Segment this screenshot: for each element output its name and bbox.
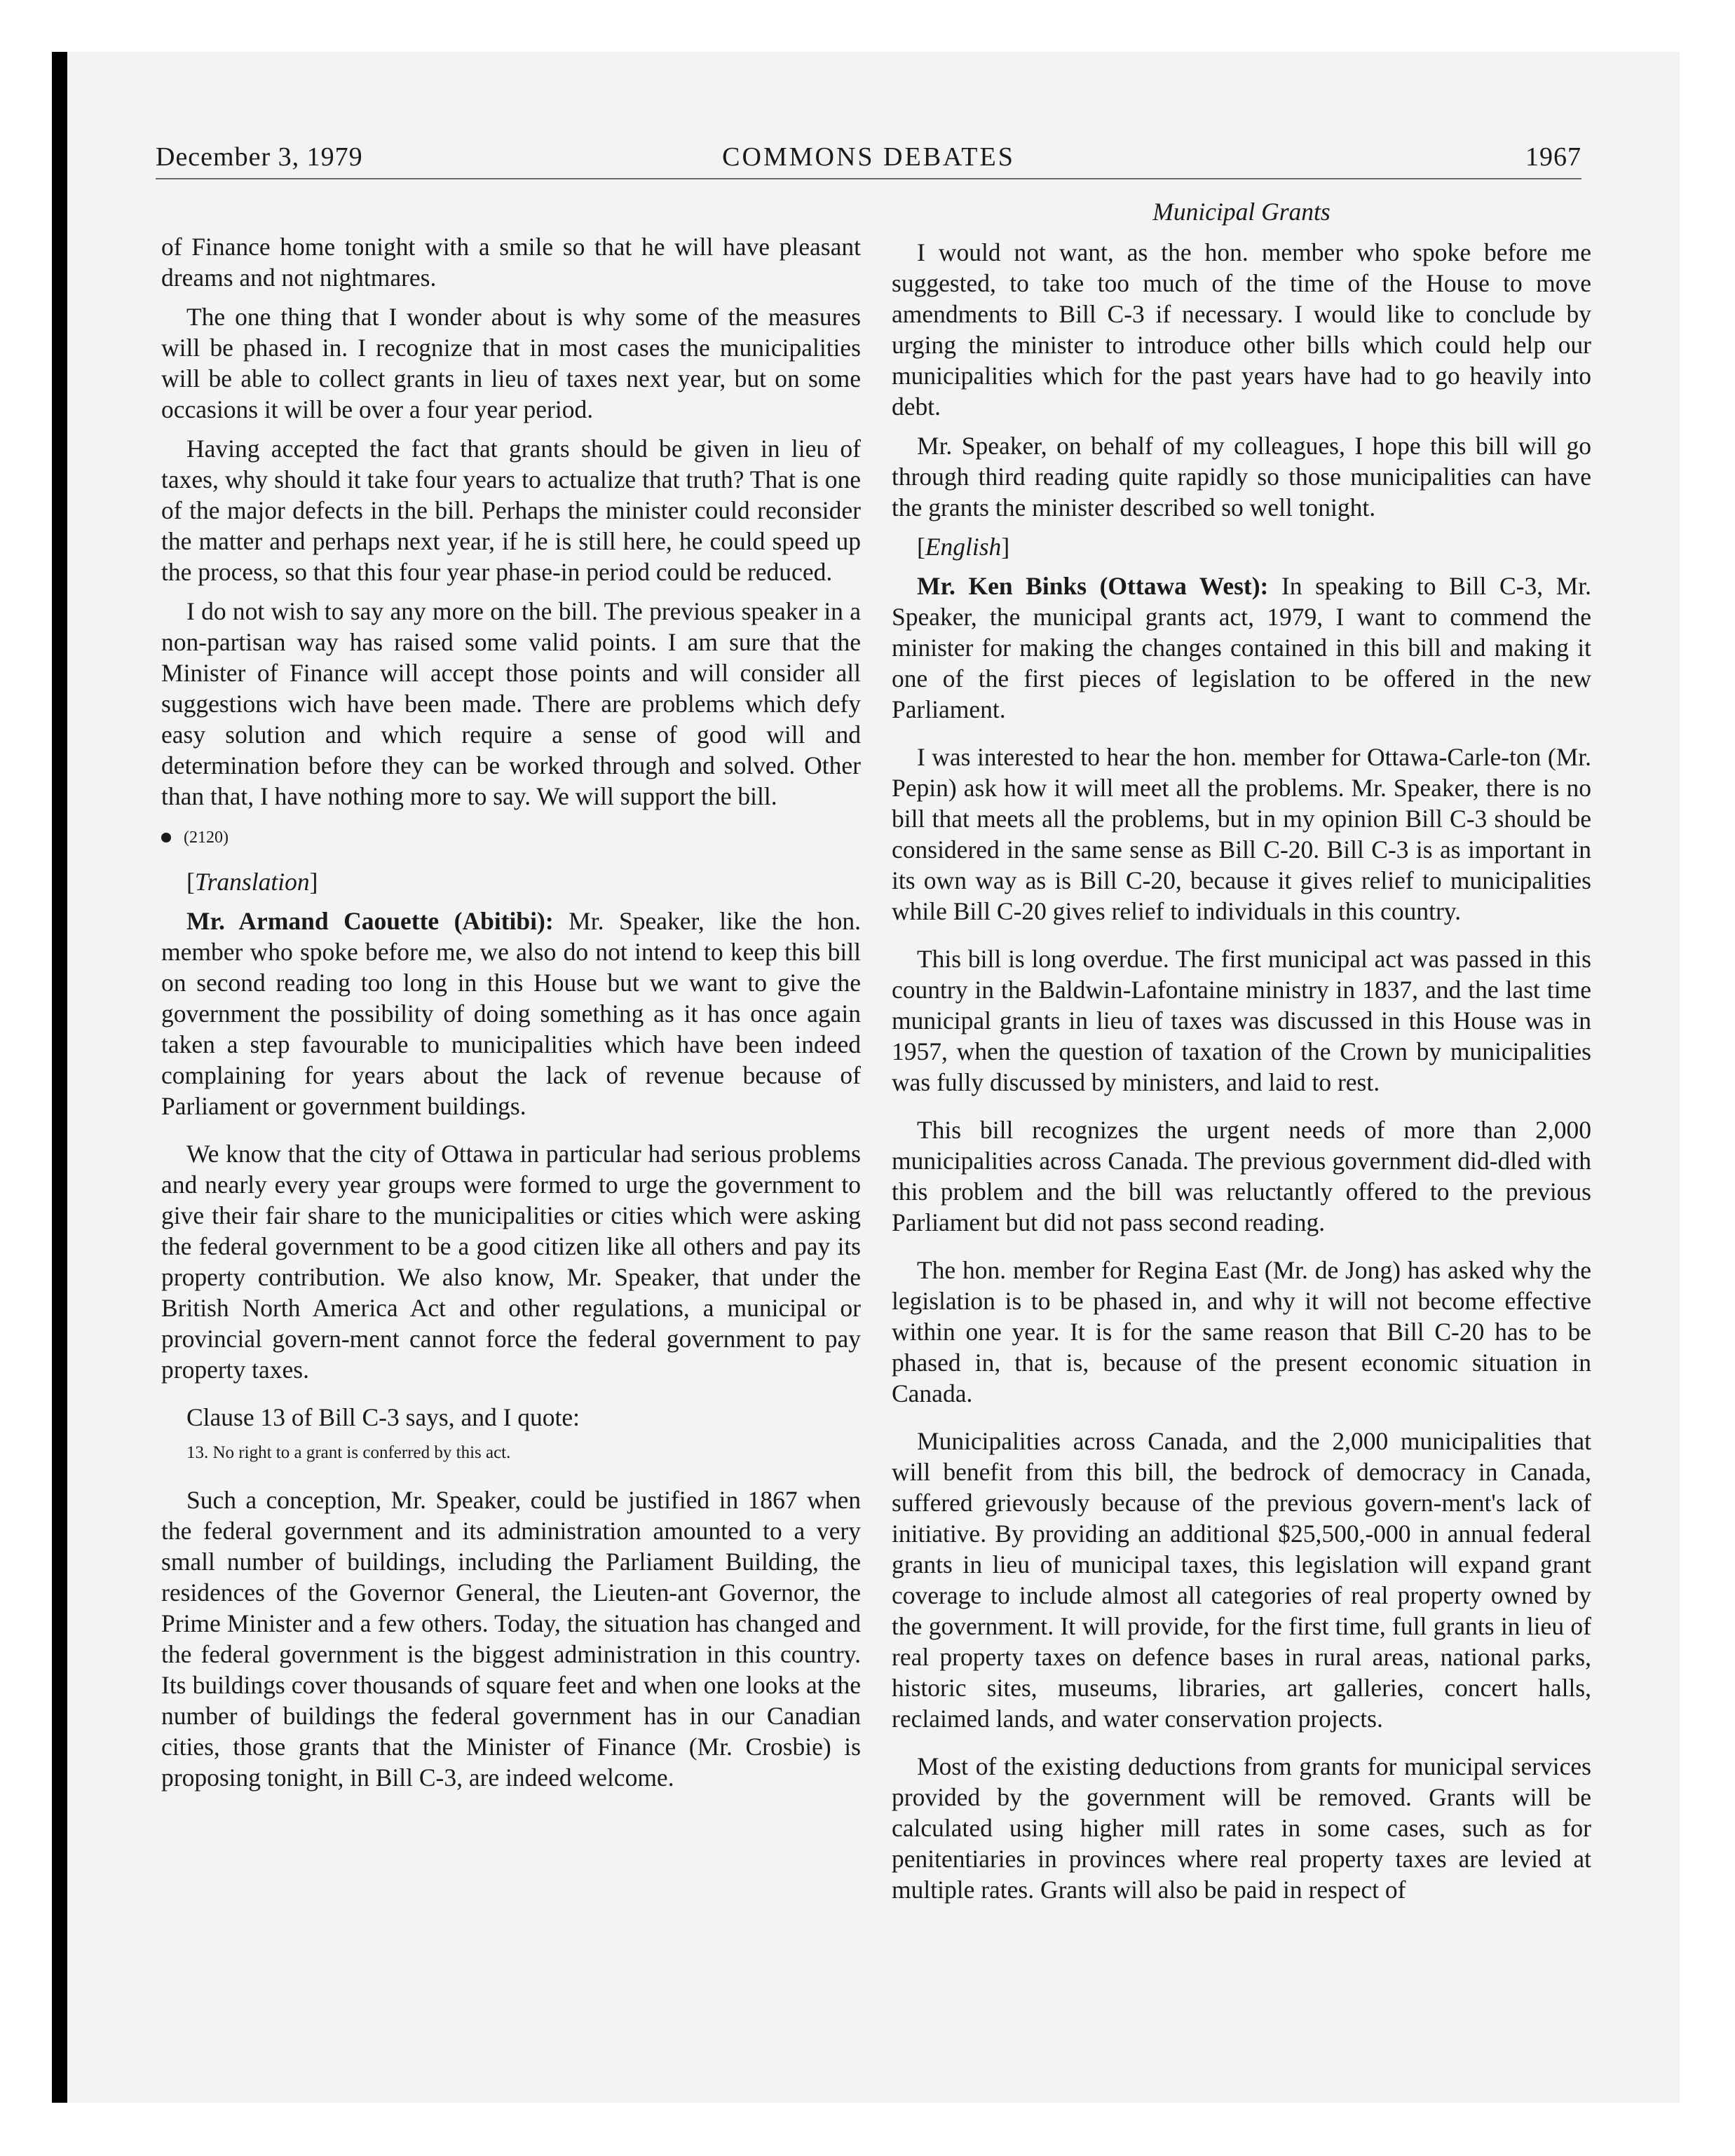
language-note-text: English (925, 533, 1002, 561)
time-marker-text: (2120) (184, 828, 229, 847)
speech-text: Mr. Speaker, like the hon. member who spoke before me, we also do not intend to keep this bill on second reading too long in this House but we want to give the government the possibility of doing something as it has once again taken a step favourable to municipalities which have been indeed complaining for years about the lack of revenue because of Parliament or government buildings. (161, 907, 861, 1120)
paragraph: This bill is long overdue. The first municipal act was passed in this country in the Baldwin-Lafontaine ministry in 1837, and the last time municipal grants in lieu of taxes was discussed in this House was in 1957, when the question of taxation of the Crown by municipalities was fully discussed by ministers, and laid to rest. (892, 945, 1591, 1096)
speech-text: In speaking to Bill C-3, Mr. Speaker, the municipal grants act, 1979, I want to commend the minister for making the changes contained in this bill and making it one of the first pieces of legislation to be offered in the new Parliament. (892, 572, 1591, 723)
speaker-name: Mr. Ken Binks (Ottawa West): (917, 572, 1269, 600)
paragraph: The hon. member for Regina East (Mr. de Jong) has asked why the legislation is to be phased in, and why it will not become effective within one year. It is for the same reason that Bill C-20 has to be phased in, that is, because of the present economic situation in Canada. (892, 1256, 1591, 1407)
paragraph: I was interested to hear the hon. member for Ottawa-Carle-ton (Mr. Pepin) ask how it will meet all the problems. Mr. Speaker, there is no bill that meets all the problems, but in my opinion Bill C-3 should be considered in the same sense as Bill C-20. Bill C-3 is as important in its own way as is Bill C-20, because it gives relief to municipalities while Bill C-20 gives relief to individuals in this country. (892, 743, 1591, 925)
scan-border (52, 52, 67, 2103)
paragraph: of Finance home tonight with a smile so that he will have pleasant dreams and not nightmares. (161, 233, 861, 292)
speaker-name: Mr. Armand Caouette (Abitibi): (186, 907, 554, 935)
language-note: [English] (917, 533, 1010, 561)
paragraph: Mr. Speaker, on behalf of my colleagues, I hope this bill will go through third reading quite rapidly so those municipalities can have the grants the minister described so well tonight. (892, 432, 1591, 521)
speech-paragraph (892, 571, 1591, 725)
time-marker (161, 827, 861, 848)
quoted-clause: 13. No right to a grant is conferred by this act. (186, 1443, 511, 1462)
paragraph: Most of the existing deductions from grants for municipal services provided by the government will be removed. Grants will be calculated using higher mill rates in some cases, such as for penitentiaries in provinces where real property taxes are levied at multiple rates. Grants will also be paid in respect of (892, 1752, 1591, 1904)
paragraph: This bill recognizes the urgent needs of more than 2,000 municipalities across Canada. The previous government did-dled with this problem and the bill was reluctantly offered to the previous Parliament but did not pass second reading. (892, 1116, 1591, 1236)
bullet-icon (161, 833, 171, 842)
paragraph: Such a conception, Mr. Speaker, could be justified in 1867 when the federal government and its administration amounted to a very small number of buildings, including the Parliament Building, the residences of the Governor General, the Lieuten-ant Governor, the Prime Minister and a few others. Today, the situation has changed and the federal government is the biggest administration in this country. Its buildings cover thousands of square feet and when one looks at the number of buildings the federal government has in our Canadian cities, those grants that the Minister of Finance (Mr. Crosbie) is proposing tonight, in Bill C-3, are indeed welcome. (161, 1486, 861, 1792)
paragraph: Clause 13 of Bill C-3 says, and I quote: (186, 1403, 580, 1431)
page-header (156, 137, 1581, 179)
paragraph: Municipalities across Canada, and the 2,000 municipalities that will benefit from this bill, the bedrock of democracy in Canada, suffered grievously because of the previous govern-ment's lack of initiative. By providing an additional $25,500,-000 in annual federal grants in lieu of municipal taxes, this legislation will expand grant coverage to include almost all categories of real property owned by the government. It will provide, for the first time, full grants in lieu of real property taxes on defence bases in rural areas, national parks, historic sites, museums, libraries, art galleries, concert halls, reclaimed lands, and water conservation projects. (892, 1427, 1591, 1733)
paragraph: I do not wish to say any more on the bill. The previous speaker in a non-partisan way has raised some valid points. I am sure that the Minister of Finance will accept those points and will consider all suggestions wich have been made. There are problems which defy easy solution and which require a sense of good will and determination before they can be worked through and solved. Other than that, I have nothing more to say. We will support the bill. (161, 597, 861, 810)
speech-paragraph (161, 906, 861, 1121)
language-note-text: Translation (194, 868, 310, 896)
right-column (892, 196, 1591, 1913)
paragraph: We know that the city of Ottawa in particular had serious problems and nearly every year groups were formed to urge the government to give their fair share to the municipalities or cities which were asking the federal government to be a good citizen like all others and pay its property contribution. We also know, Mr. Speaker, that under the British North America Act and other regulations, a municipal or provincial govern-ment cannot force the federal government to pay property taxes. (161, 1140, 861, 1384)
language-note: [Translation] (186, 868, 318, 896)
paragraph: I would not want, as the hon. member who spoke before me suggested, to take too much of the time of the House to move amendments to Bill C-3 if necessary. I would like to conclude by urging the minister to introduce other bills which could help our municipalities which for the past years have had to go heavily into debt. (892, 238, 1591, 421)
paragraph: The one thing that I wonder about is why some of the measures will be phased in. I recognize that in most cases the municipalities will be able to collect grants in lieu of taxes next year, but on some occasions it will be over a four year period. (161, 303, 861, 423)
running-head: Municipal Grants (1152, 198, 1331, 226)
left-column (161, 231, 861, 1801)
header-page-number: 1967 (1525, 142, 1581, 172)
header-publication: COMMONS DEBATES (722, 142, 1015, 172)
header-date: December 3, 1979 (156, 142, 363, 172)
paragraph: Having accepted the fact that grants should be given in lieu of taxes, why should it take four years to actualize that truth? That is one of the major defects in the bill. Perhaps the minister could reconsider the matter and perhaps next year, if he is still here, he could speed up the process, so that this four year phase-in period could be reduced. (161, 435, 861, 586)
